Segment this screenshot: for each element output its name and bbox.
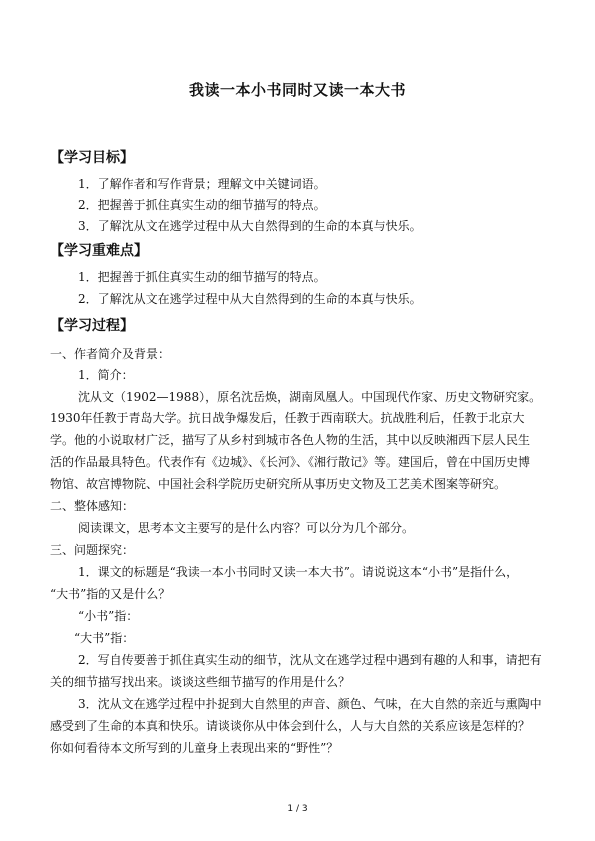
question-1-line-2: “大书”指的又是什么？ <box>50 587 171 601</box>
page-title: 我读一本小书同时又读一本大书 <box>188 81 406 99</box>
author-intro-subtitle: 1．简介： <box>78 368 134 382</box>
question-3-line-2: 感受到了生命的本真和快乐。请谈谈你从中体会到什么，人与大自然的关系应该是怎样的？ <box>50 719 531 733</box>
key-point-item-1: 1．把握善于抓住真实生动的细节描写的特点。 <box>78 270 326 284</box>
overview-text: 阅读课文，思考本文主要写的是什么内容？可以分为几个部分。 <box>78 521 415 535</box>
key-points-heading: 【学习重难点】 <box>50 243 148 259</box>
question-2-line-1: 2．写自传要善于抓住真实生动的细节，沈从文在逃学过程中遇到有趣的人和事，请把有 <box>78 653 542 667</box>
key-point-item-2: 2．了解沈从文在逃学过程中从大自然得到的生命的本真与快乐。 <box>78 292 422 306</box>
question-3-line-1: 3．沈从文在逃学过程中扑捉到大自然里的声音、颜色、气味，在大自然的亲近与熏陶中 <box>78 697 542 711</box>
question-1-small-book: “小书”指： <box>78 609 139 623</box>
inquiry-title: 三、问题探究： <box>50 543 135 557</box>
process-heading: 【学习过程】 <box>50 318 134 334</box>
goal-item-1: 1．了解作者和写作背景；理解文中关键词语。 <box>78 177 326 191</box>
author-intro-title: 一、作者简介及背景： <box>50 347 171 361</box>
bio-line-5: 物馆、故宫博物院、中国社会科学院历史研究所从事历史文物及工艺美术图案等研究。 <box>50 477 507 491</box>
goal-item-2: 2．把握善于抓住真实生动的细节描写的特点。 <box>78 198 326 212</box>
goal-item-3: 3．了解沈从文在逃学过程中从大自然得到的生命的本真与快乐。 <box>78 219 422 233</box>
question-3-line-3: 你如何看待本文所写到的儿童身上表现出来的“野性”？ <box>50 741 339 755</box>
question-1-line-1: 1．课文的标题是“我读一本小书同时又读一本大书”。请说说这本“小书”是指什么， <box>78 565 519 579</box>
page-number: 1 / 3 <box>287 804 308 814</box>
bio-line-2: 1930年任教于青岛大学。抗日战争爆发后，任教于西南联大。抗战胜利后，任教于北京大 <box>50 411 525 425</box>
bio-line-1: 沈从文（1902—1988），原名沈岳焕，湖南凤凰人。中国现代作家、历史文物研究家。 <box>78 390 542 404</box>
bio-line-3: 学。他的小说取材广泛，描写了从乡村到城市各色人物的生活，其中以反映湘西下层人民生 <box>50 433 531 447</box>
goals-heading: 【学习目标】 <box>50 150 134 166</box>
bio-line-4: 活的作品最具特色。代表作有《边城》、《长河》、《湘行散记》等。建国后，曾在中国历史博 <box>50 455 531 469</box>
overview-title: 二、整体感知： <box>50 499 135 513</box>
question-1-big-book: “大书”指： <box>74 631 135 645</box>
question-2-line-2: 关的细节描写找出来。谈谈这些细节描写的作用是什么？ <box>50 675 351 689</box>
